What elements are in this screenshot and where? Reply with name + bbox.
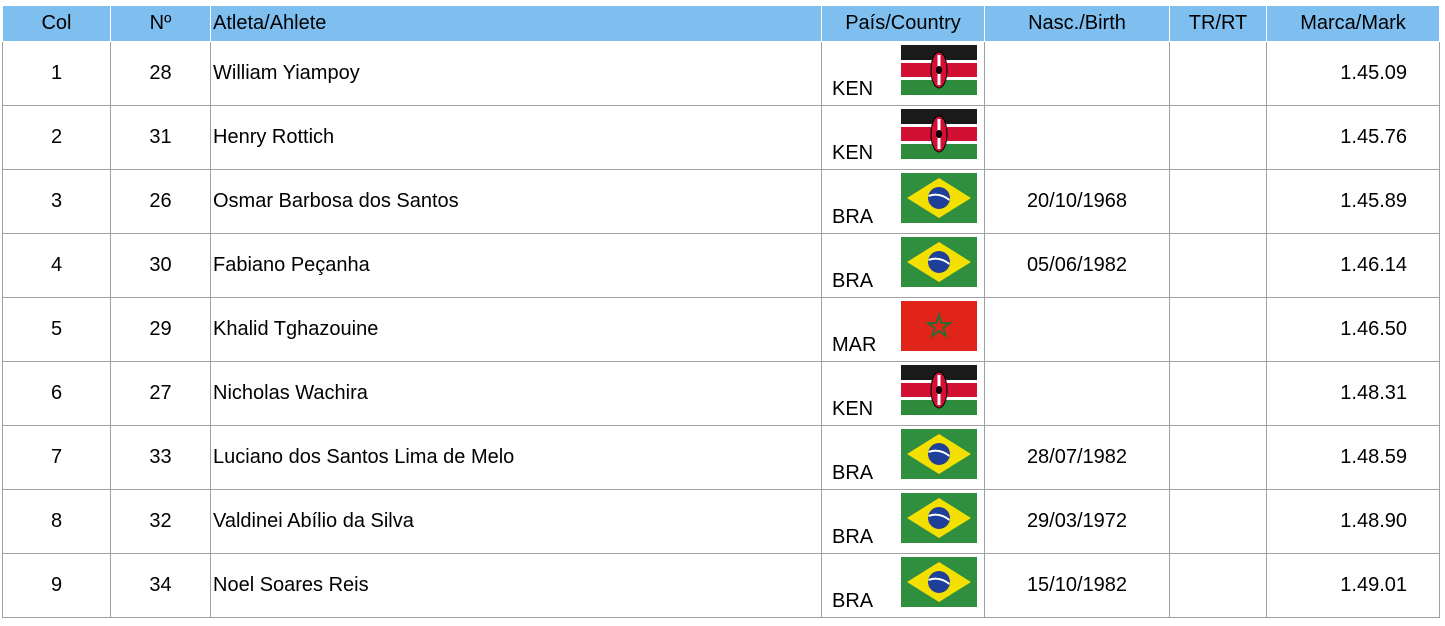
table-row xyxy=(3,490,1440,554)
kenya-flag-icon xyxy=(901,109,977,159)
row-birth: 29/03/1972 xyxy=(985,490,1170,554)
kenya-flag-icon xyxy=(901,45,977,95)
row-number: 34 xyxy=(111,554,211,618)
row-mark: 1.48.90 xyxy=(1267,490,1440,554)
morocco-flag-icon xyxy=(901,301,977,351)
table-row xyxy=(3,554,1440,618)
table-row xyxy=(3,234,1440,298)
row-col: 3 xyxy=(3,170,111,234)
row-country xyxy=(822,234,985,298)
row-col: 4 xyxy=(3,234,111,298)
results-table xyxy=(2,5,1440,618)
row-number: 28 xyxy=(111,42,211,106)
row-tr xyxy=(1170,426,1267,490)
row-birth xyxy=(985,362,1170,426)
brazil-flag-icon xyxy=(901,493,977,543)
row-country xyxy=(822,426,985,490)
row-country xyxy=(822,554,985,618)
country-code: KEN xyxy=(832,78,874,100)
row-tr xyxy=(1170,106,1267,170)
brazil-flag-icon xyxy=(901,237,977,287)
header-tr: TR/RT xyxy=(1170,6,1267,42)
results-body xyxy=(3,42,1440,618)
country-code: BRA xyxy=(832,462,874,484)
header-birth: Nasc./Birth xyxy=(985,6,1170,42)
row-athlete: Osmar Barbosa dos Santos xyxy=(211,170,822,234)
row-number: 31 xyxy=(111,106,211,170)
row-birth xyxy=(985,42,1170,106)
row-number: 29 xyxy=(111,298,211,362)
row-col: 6 xyxy=(3,362,111,426)
row-mark: 1.45.76 xyxy=(1267,106,1440,170)
row-mark: 1.45.89 xyxy=(1267,170,1440,234)
row-birth: 28/07/1982 xyxy=(985,426,1170,490)
header-col: Col xyxy=(3,6,111,42)
row-col: 5 xyxy=(3,298,111,362)
row-col: 2 xyxy=(3,106,111,170)
row-tr xyxy=(1170,490,1267,554)
row-athlete: Luciano dos Santos Lima de Melo xyxy=(211,426,822,490)
row-athlete: Nicholas Wachira xyxy=(211,362,822,426)
row-col: 7 xyxy=(3,426,111,490)
row-mark: 1.49.01 xyxy=(1267,554,1440,618)
country-code: BRA xyxy=(832,270,874,292)
row-tr xyxy=(1170,554,1267,618)
table-row xyxy=(3,298,1440,362)
country-code: KEN xyxy=(832,142,874,164)
table-row xyxy=(3,106,1440,170)
row-birth xyxy=(985,106,1170,170)
row-mark: 1.48.31 xyxy=(1267,362,1440,426)
row-athlete: Noel Soares Reis xyxy=(211,554,822,618)
row-tr xyxy=(1170,42,1267,106)
row-col: 8 xyxy=(3,490,111,554)
country-code: KEN xyxy=(832,398,874,420)
header-athlete: Atleta/Ahlete xyxy=(211,6,822,42)
row-athlete: Khalid Tghazouine xyxy=(211,298,822,362)
row-number: 33 xyxy=(111,426,211,490)
country-code: BRA xyxy=(832,590,874,612)
header-country: País/Country xyxy=(822,6,985,42)
row-number: 26 xyxy=(111,170,211,234)
row-tr xyxy=(1170,362,1267,426)
row-athlete: William Yiampoy xyxy=(211,42,822,106)
row-tr xyxy=(1170,298,1267,362)
row-tr xyxy=(1170,170,1267,234)
kenya-flag-icon xyxy=(901,365,977,415)
row-col: 9 xyxy=(3,554,111,618)
row-athlete: Fabiano Peçanha xyxy=(211,234,822,298)
row-number: 32 xyxy=(111,490,211,554)
country-code: BRA xyxy=(832,206,874,228)
row-number: 27 xyxy=(111,362,211,426)
row-athlete: Valdinei Abílio da Silva xyxy=(211,490,822,554)
row-col: 1 xyxy=(3,42,111,106)
row-country xyxy=(822,362,985,426)
brazil-flag-icon xyxy=(901,429,977,479)
row-country xyxy=(822,42,985,106)
table-row xyxy=(3,42,1440,106)
header-row xyxy=(3,6,1440,42)
header-mark: Marca/Mark xyxy=(1267,6,1440,42)
row-country xyxy=(822,106,985,170)
country-code: BRA xyxy=(832,526,874,548)
row-mark: 1.46.14 xyxy=(1267,234,1440,298)
brazil-flag-icon xyxy=(901,173,977,223)
row-country xyxy=(822,170,985,234)
header-number: Nº xyxy=(111,6,211,42)
row-tr xyxy=(1170,234,1267,298)
row-mark: 1.46.50 xyxy=(1267,298,1440,362)
row-athlete: Henry Rottich xyxy=(211,106,822,170)
table-row xyxy=(3,426,1440,490)
row-country xyxy=(822,490,985,554)
row-birth xyxy=(985,298,1170,362)
table-row xyxy=(3,362,1440,426)
row-birth: 15/10/1982 xyxy=(985,554,1170,618)
table-row xyxy=(3,170,1440,234)
country-code: MAR xyxy=(832,334,877,356)
row-mark: 1.48.59 xyxy=(1267,426,1440,490)
row-number: 30 xyxy=(111,234,211,298)
brazil-flag-icon xyxy=(901,557,977,607)
row-country xyxy=(822,298,985,362)
row-mark: 1.45.09 xyxy=(1267,42,1440,106)
row-birth: 05/06/1982 xyxy=(985,234,1170,298)
row-birth: 20/10/1968 xyxy=(985,170,1170,234)
